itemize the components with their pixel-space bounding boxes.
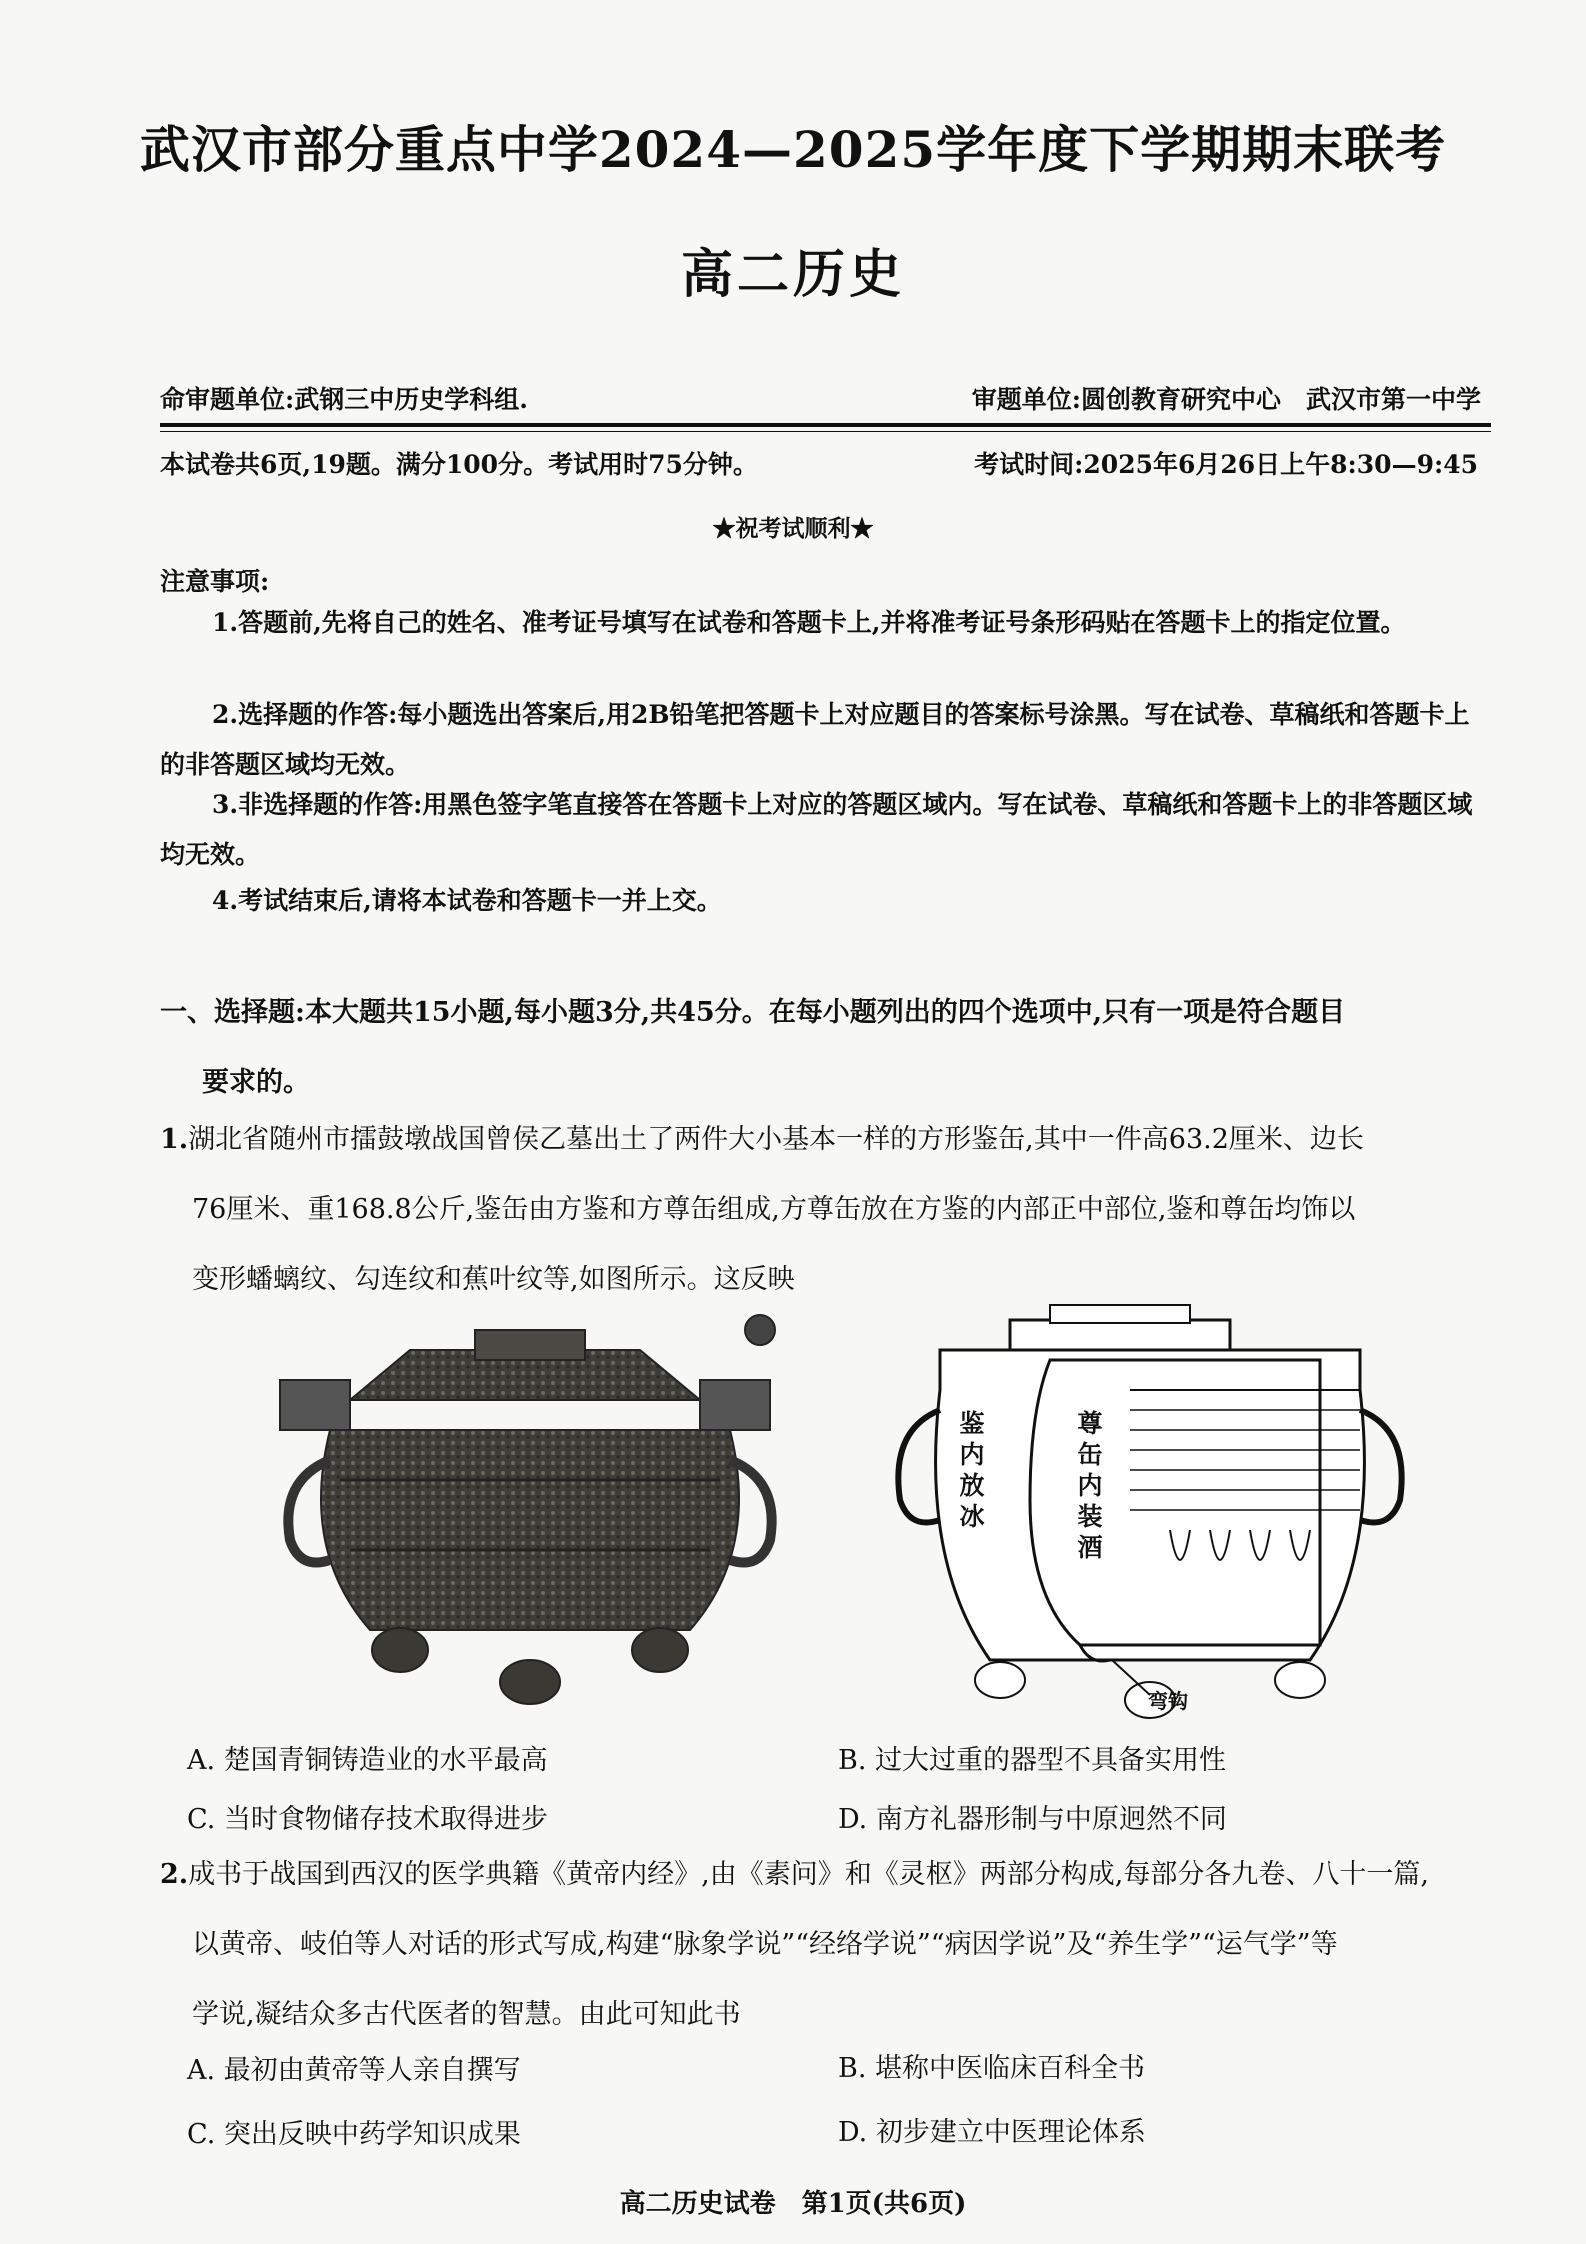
reviewer-unit: 审题单位:圆创教育研究中心 武汉市第一中学 [971, 385, 1481, 414]
question-2-line1: 成书于战国到西汉的医学典籍《黄帝内经》,由《素问》和《灵枢》两部分构成,每部分各九卷、八十一篇, [188, 1859, 1429, 1890]
q1-option-a[interactable]: A. 楚国青铜铸造业的水平最高 [187, 1745, 548, 1776]
question-2-line3: 学说,凝结众多古代医者的智慧。由此可知此书 [192, 1999, 741, 2030]
note-item: 2.选择题的作答:每小题选出答案后,用2B铅笔把答题卡上对应题目的答案标号涂黑。写在试卷、草稿纸和答题卡上的非答题区域均无效。 [160, 700, 1470, 779]
bronze-vessel-photo [260, 1310, 800, 1710]
header-rule-thick [160, 423, 1491, 427]
q1-option-d[interactable]: D. 南方礼器形制与中原迥然不同 [838, 1804, 1227, 1835]
q2-option-d[interactable]: D. 初步建立中医理论体系 [838, 2117, 1146, 2148]
label-ice-in-jian: 鉴内放冰 [956, 1410, 985, 1534]
question-number: 2. [160, 1859, 189, 1890]
q2-option-b[interactable]: B. 堪称中医临床百科全书 [838, 2053, 1146, 2084]
q1-option-c[interactable]: C. 当时食物储存技术取得进步 [187, 1804, 548, 1835]
question-2 [160, 1840, 1490, 2050]
section-heading [160, 978, 1490, 1118]
question-1-line1: 湖北省随州市擂鼓墩战国曾侯乙墓出土了两件大小基本一样的方形鉴缶,其中一件高63.2厘米、边长 [188, 1124, 1364, 1155]
vessel-cross-section-diagram [880, 1300, 1420, 1730]
label-wine-in-fou: 尊缶内装酒 [1074, 1410, 1103, 1565]
question-1-line2: 76厘米、重168.8公斤,鉴缶由方鉴和方尊缶组成,方尊缶放在方鉴的内部正中部位,鉴和尊缶均饰以 [192, 1194, 1356, 1225]
proposer-unit: 命审题单位:武钢三中历史学科组. [160, 385, 528, 414]
section-heading-line2: 要求的。 [202, 1067, 310, 1098]
question-1 [160, 1105, 1490, 1315]
label-hook: 弯钩 [1148, 1689, 1188, 1713]
exam-info: 本试卷共6页,19题。满分100分。考试用时75分钟。 [160, 450, 758, 479]
note-item: 3.非选择题的作答:用黑色签字笔直接答在答题卡上对应的答题区域内。写在试卷、草稿纸和答题卡上的非答题区域均无效。 [160, 790, 1473, 869]
header-rule-thin [160, 431, 1491, 432]
subject-title: 高二历史 [680, 244, 905, 305]
section-heading-line1: 一、选择题:本大题共15小题,每小题3分,共45分。在每小题列出的四个选项中,只有一项是符合题目 [160, 997, 1346, 1028]
exam-time: 考试时间:2025年6月26日上午8:30—9:45 [974, 450, 1478, 479]
exam-title: 武汉市部分重点中学2024—2025学年度下学期期末联考 [139, 120, 1447, 179]
good-luck-banner: ★祝考试顺利★ [712, 515, 874, 542]
question-number: 1. [160, 1124, 189, 1155]
question-1-line3: 变形蟠螭纹、勾连纹和蕉叶纹等,如图所示。这反映 [192, 1264, 795, 1295]
q2-option-c[interactable]: C. 突出反映中药学知识成果 [187, 2119, 521, 2150]
page-footer: 高二历史试卷 第1页(共6页) [619, 2189, 967, 2219]
note-item: 1.答题前,先将自己的姓名、准考证号填写在试卷和答题卡上,并将准考证号条形码贴在答题卡上的指定位置。 [212, 608, 1406, 637]
notes-heading: 注意事项: [160, 567, 270, 596]
note-item: 4.考试结束后,请将本试卷和答题卡一并上交。 [212, 886, 722, 915]
q2-option-a[interactable]: A. 最初由黄帝等人亲自撰写 [187, 2055, 521, 2086]
q1-option-b[interactable]: B. 过大过重的器型不具备实用性 [838, 1745, 1227, 1776]
question-2-line2: 以黄帝、岐伯等人对话的形式写成,构建“脉象学说”“经络学说”“病因学说”及“养生学”“运气学”等 [192, 1929, 1338, 1960]
